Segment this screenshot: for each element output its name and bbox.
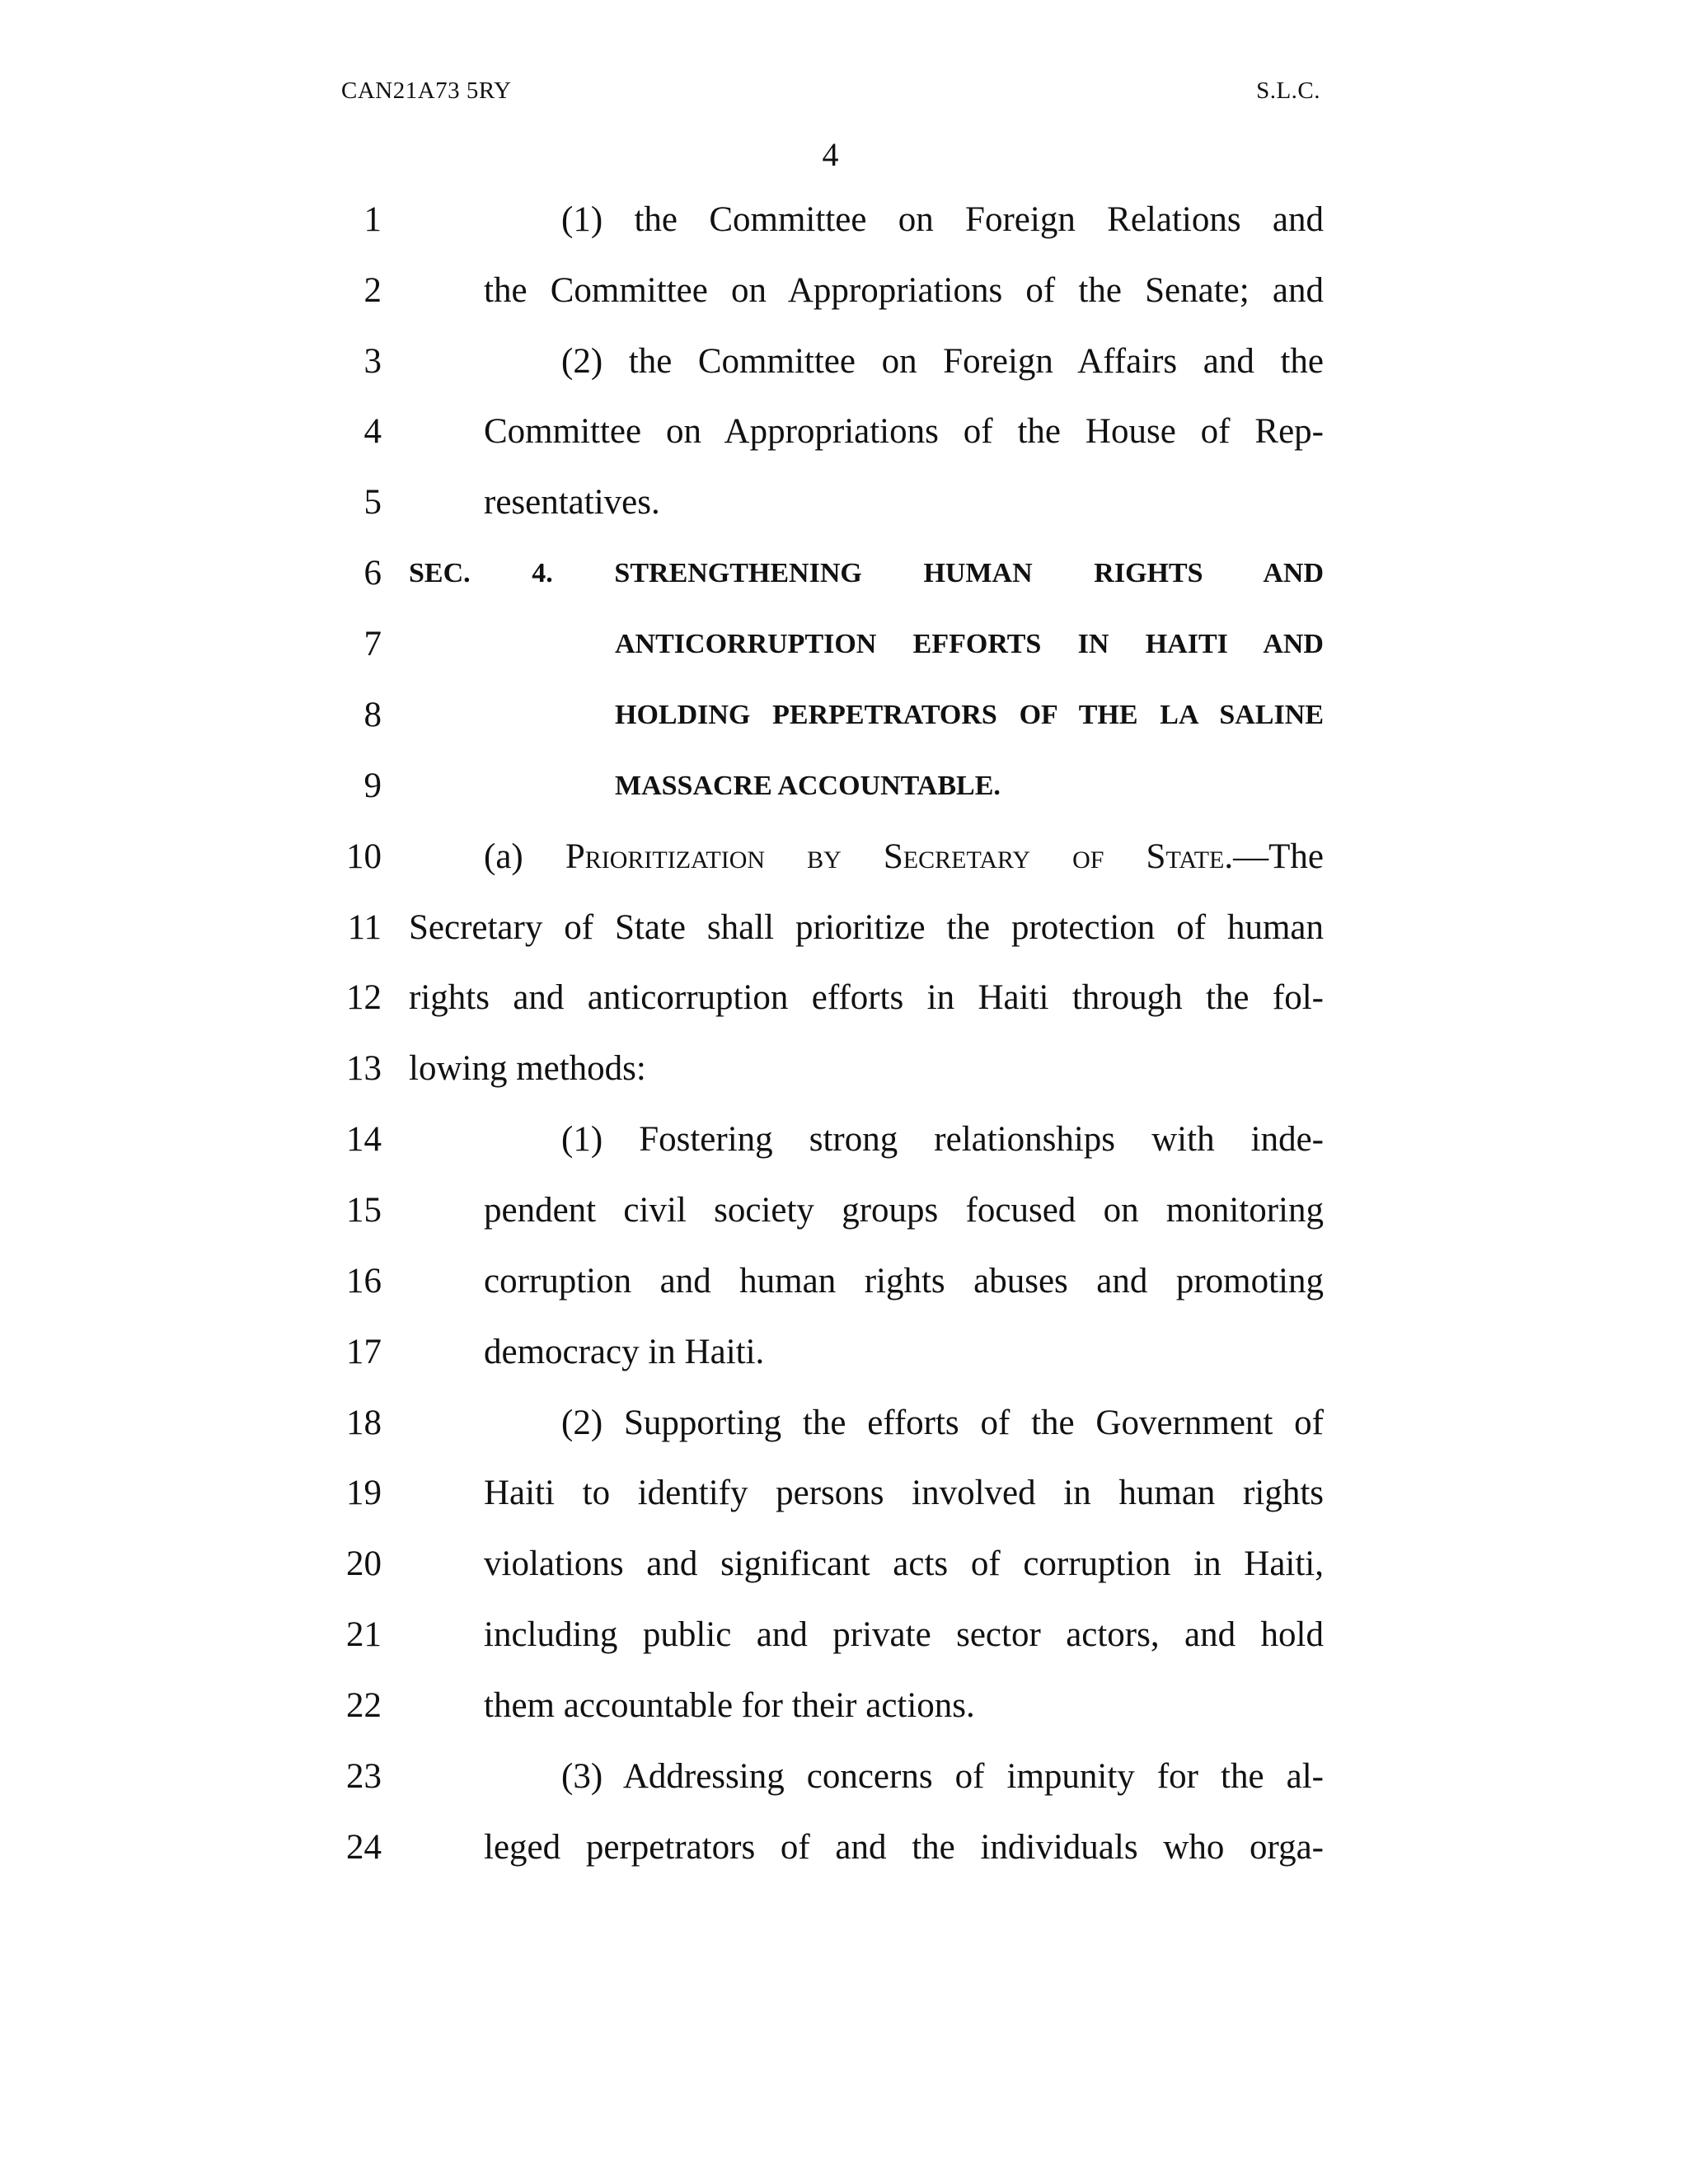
line-text: lowing methods:: [409, 1049, 646, 1088]
subsection-suffix: .—The: [1224, 837, 1324, 876]
line-number: 10: [346, 837, 382, 876]
line-text: violations and significant acts of corruption in Haiti,: [484, 1544, 1324, 1583]
line-number: 17: [346, 1333, 382, 1371]
line-number: 18: [346, 1404, 382, 1442]
subsection-prefix: (a): [484, 837, 565, 876]
line-number: 3: [363, 342, 382, 381]
line-number: 4: [363, 412, 382, 451]
line-number: 20: [346, 1544, 382, 1583]
line-number: 23: [346, 1757, 382, 1796]
line-text: (2) Supporting the efforts of the Government of: [561, 1404, 1324, 1442]
bill-line: [0, 1540, 1688, 1589]
line-text: rights and anticorruption efforts in Haiti through the fol-: [409, 978, 1324, 1017]
line-text: including public and private sector actors, and hold: [484, 1615, 1324, 1654]
bill-line: [0, 832, 1688, 882]
bill-line: [0, 549, 1688, 598]
subsection-heading: [484, 832, 1324, 882]
line-text: pendent civil society groups focused on monitoring: [484, 1191, 1324, 1230]
bill-line: [0, 1752, 1688, 1802]
line-number: 21: [346, 1615, 382, 1654]
bill-line: [0, 691, 1688, 740]
section-heading: ANTICORRUPTION EFFORTS IN HAITI AND: [615, 629, 1324, 659]
bill-line: [0, 1186, 1688, 1235]
line-text: Secretary of State shall prioritize the protection of human: [409, 908, 1324, 947]
line-number: 22: [346, 1686, 382, 1725]
page-number: 4: [822, 136, 839, 173]
line-number: 13: [346, 1049, 382, 1088]
bill-line: [0, 1399, 1688, 1448]
line-text: Committee on Appropriations of the House of Rep-: [484, 412, 1324, 451]
bill-line: [0, 1257, 1688, 1306]
line-text: (2) the Committee on Foreign Affairs and the: [561, 342, 1324, 381]
line-number: 24: [346, 1828, 382, 1867]
bill-line: [0, 1610, 1688, 1660]
section-heading: MASSACRE ACCOUNTABLE.: [615, 771, 1001, 801]
line-text: democracy in Haiti.: [484, 1333, 765, 1371]
bill-line: [0, 620, 1688, 669]
section-heading: HOLDING PERPETRATORS OF THE LA SALINE: [615, 700, 1324, 730]
bill-line: [0, 1469, 1688, 1518]
line-number: 7: [363, 625, 382, 663]
bill-line: [0, 1328, 1688, 1377]
line-number: 9: [363, 766, 382, 805]
line-number: 11: [347, 908, 382, 947]
line-number: 8: [363, 696, 382, 734]
line-text: (1) the Committee on Foreign Relations and: [561, 200, 1324, 239]
line-text: the Committee on Appropriations of the Senate; and: [484, 271, 1324, 310]
bill-line: [0, 337, 1688, 387]
bill-line: [0, 1681, 1688, 1731]
line-number: 12: [346, 978, 382, 1017]
line-text: (3) Addressing concerns of impunity for the al-: [561, 1757, 1324, 1796]
bill-line: [0, 903, 1688, 953]
line-text: Haiti to identify persons involved in human rights: [484, 1474, 1324, 1512]
bill-line: [0, 266, 1688, 316]
bill-line: [0, 407, 1688, 457]
slc-marker-text: S.L.C.: [1256, 77, 1320, 104]
line-text: leged perpetrators of and the individuals who orga-: [484, 1828, 1324, 1867]
bill-line: [0, 762, 1688, 811]
bill-line: [0, 195, 1688, 245]
line-text: corruption and human rights abuses and promoting: [484, 1262, 1324, 1301]
line-number: 14: [346, 1120, 382, 1159]
line-number: 2: [363, 271, 382, 310]
bill-line: [0, 1823, 1688, 1872]
line-number: 6: [363, 554, 382, 593]
line-text: (1) Fostering strong relationships with inde-: [561, 1120, 1324, 1159]
line-number: 16: [346, 1262, 382, 1301]
bill-line: [0, 1115, 1688, 1165]
bill-line: [0, 478, 1688, 527]
bill-line: [0, 973, 1688, 1023]
bill-line: [0, 1044, 1688, 1094]
line-number: 5: [363, 483, 382, 522]
line-number: 19: [346, 1474, 382, 1512]
line-text: them accountable for their actions.: [484, 1686, 975, 1725]
line-text: resentatives.: [484, 483, 660, 522]
section-heading: SEC. 4. STRENGTHENING HUMAN RIGHTS AND: [409, 558, 1324, 588]
line-number: 15: [346, 1191, 382, 1230]
line-number: 1: [363, 200, 382, 239]
document-id: CAN21A73 5RY: [341, 77, 512, 104]
subsection-title: Prioritization by Secretary of State: [565, 837, 1225, 876]
